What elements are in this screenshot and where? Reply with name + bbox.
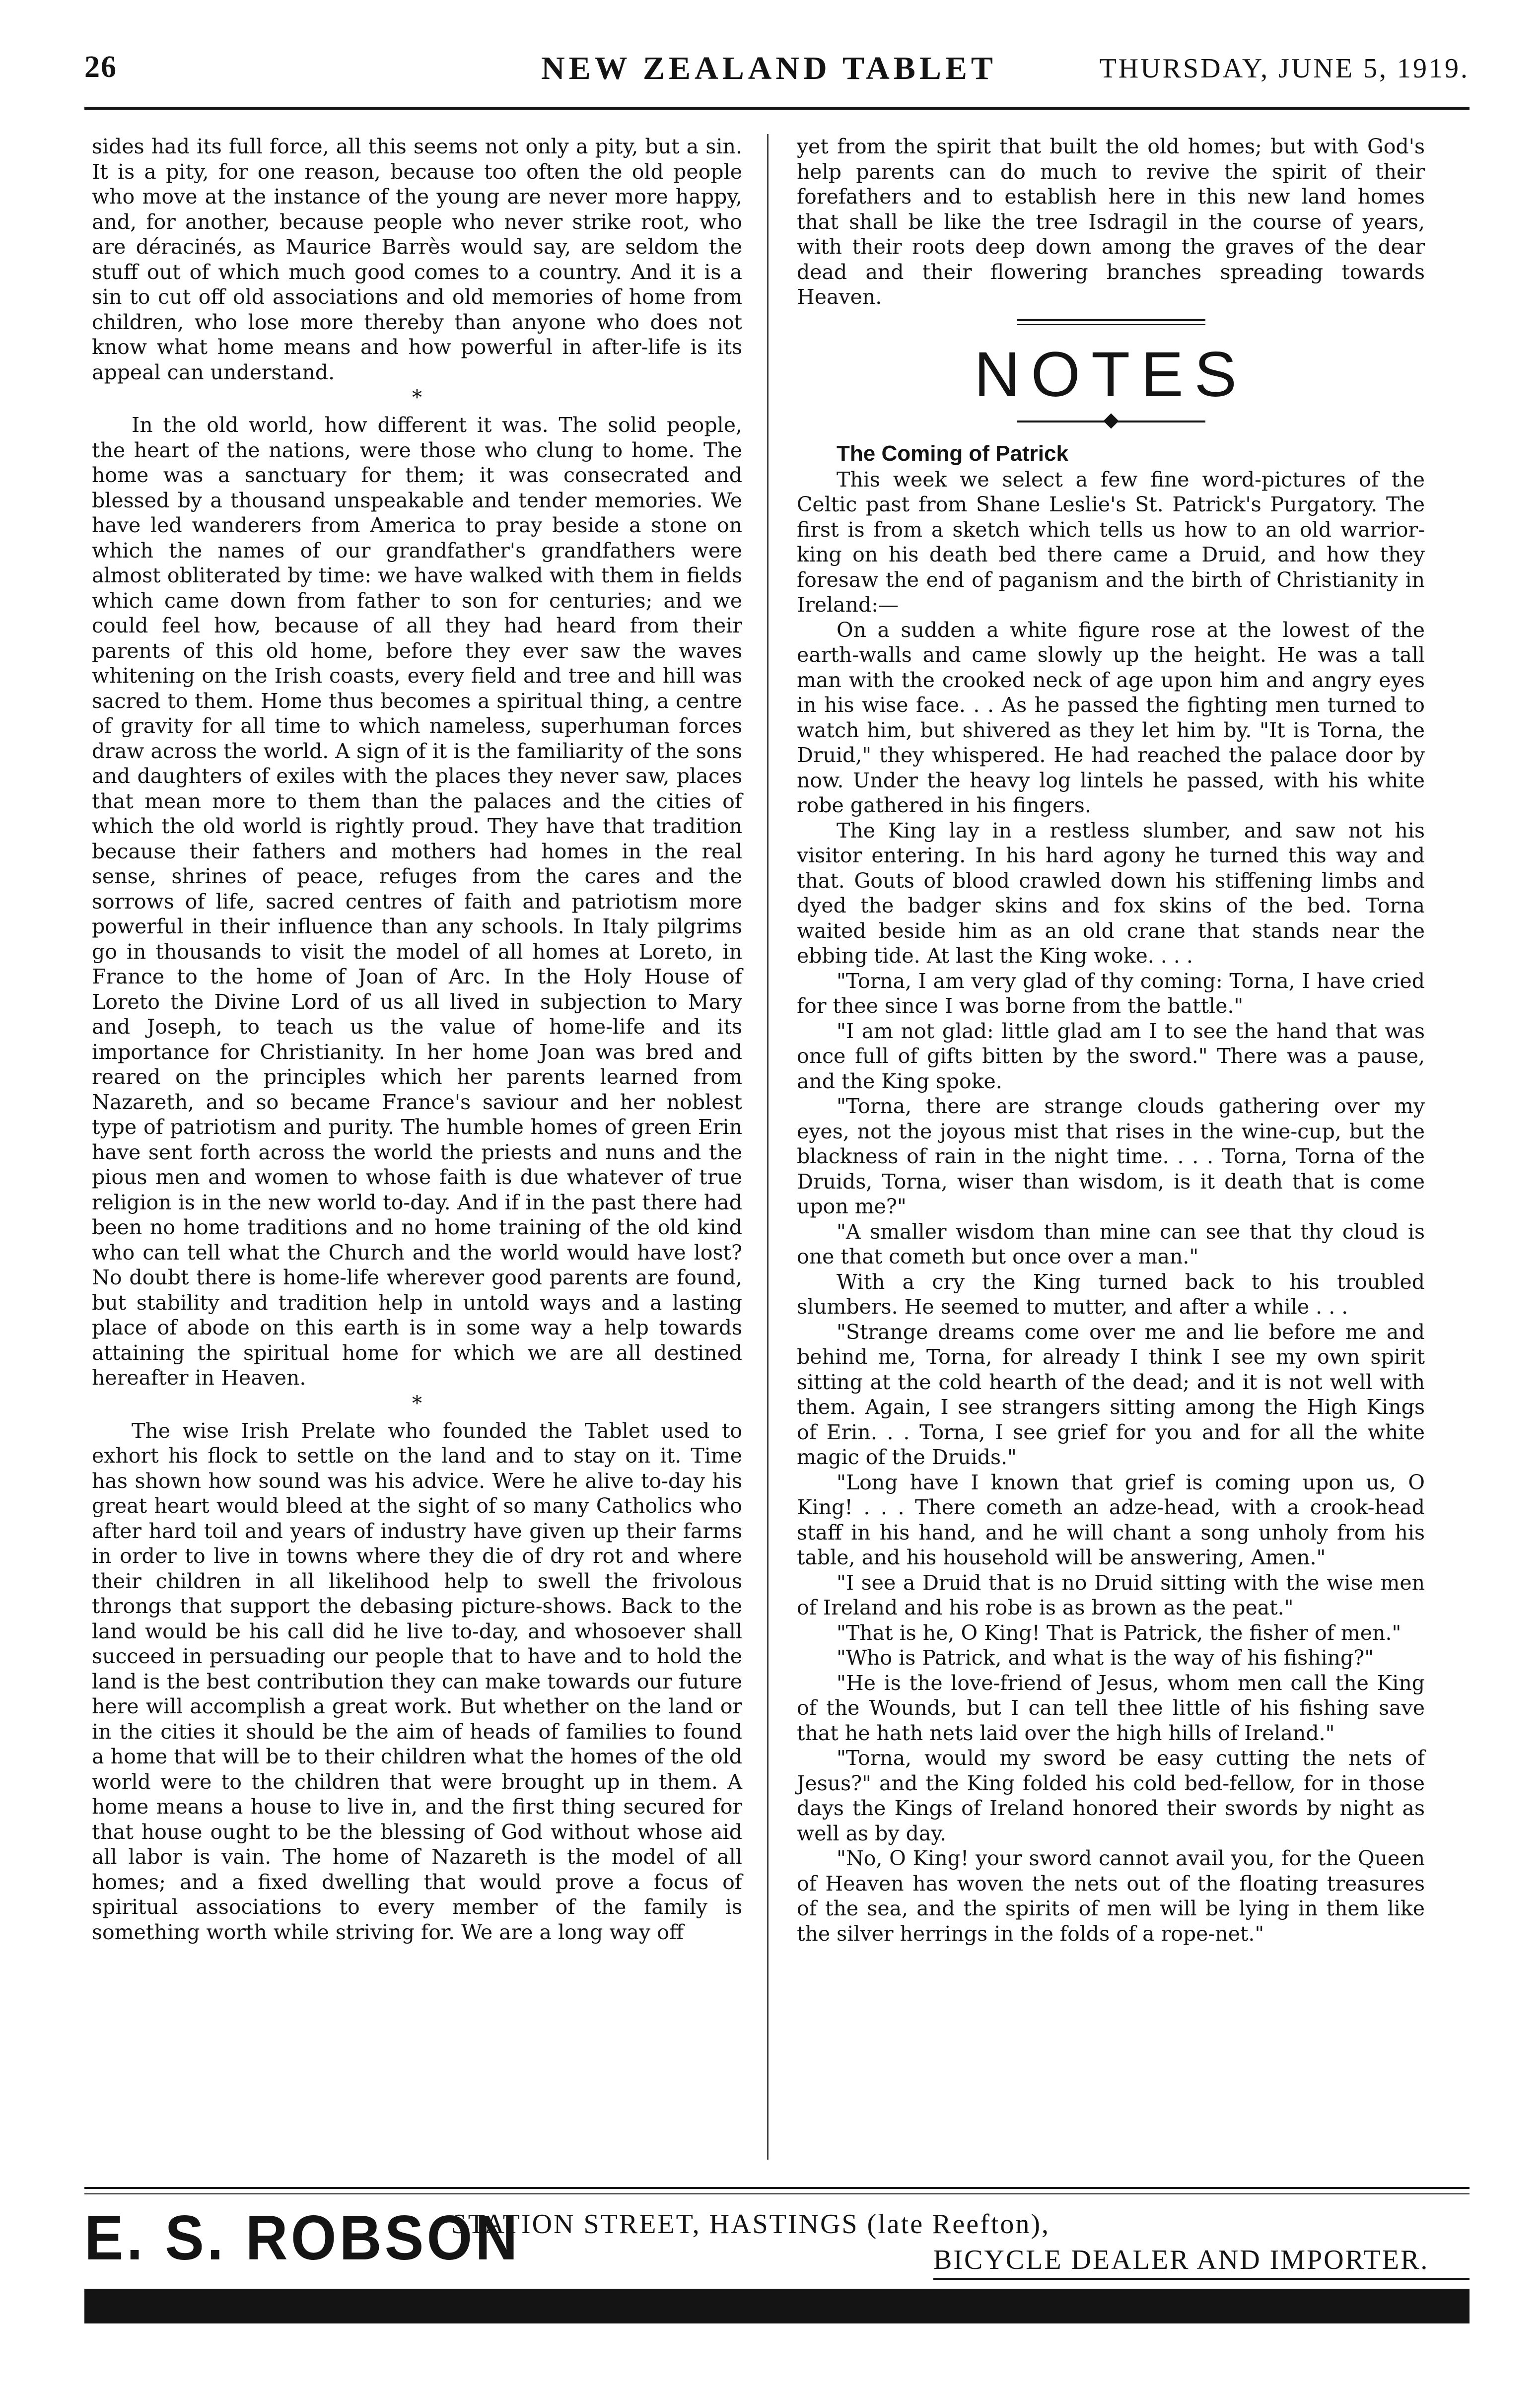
header-rule: [84, 107, 1470, 110]
left-paragraph-3: The wise Irish Prelate who founded the Tablet used to exhort his flock to settle on the land and to stay on it. Time has shown how sound was his advice. Were he alive to-day his great heart would bleed at the sight of so many Catholics who after hard toil and years of industry have given up their farms in order to live in towns where they die of dry rot and where their children in all likelihood help to swell the frivolous throngs that support the debasing picture-shows. Back to the land would be his call did he live to-day, and whosoever shall succeed in persuading our people that to have and to hold the land is the best contribution they can make towards our future here will accomplish a great work. But whether on the land or in the cities it should be the aim of heads of families to found a home that will be to their children what the homes of the old world were to the children that were brought up in them. A home means a house to live in, and the first thing secured for that house ought to be the blessing of God without whose aid all labor is vain. The home of Nazareth is the model of all homes; and a fixed dwelling that would prove a focus of spiritual associations to every member of the family is something worth while striving for. We are a long way off: [92, 1418, 742, 1944]
ad-bottom-band: [84, 2289, 1470, 2323]
notes-paragraph: "Who is Patrick, and what is the way of his fishing?": [837, 1646, 1374, 1670]
diamond-ornament-icon: [1103, 413, 1119, 428]
notes-paragraph: "Strange dreams come over me and lie before me and behind me, Torna, for already I think I see my own spirit sitting at the cold hearth of the dead; and it is not well with them. Again, I see strangers sitting among the High Kings of Erin. . . Torna, I see grief for you and for all the white magic of the Druids.": [797, 1320, 1425, 1469]
left-paragraph-1: sides had its full force, all this seems not only a pity, but a sin. It is a pity, for one reason, because too often the old people who move at the instance of the young are never more happy, and, for another, because people who never strike root, who are déracinés, as Maurice Barrès would say, are seldom the stuff out of which much good comes to a country. And it is a sin to cut off old associations and old memories of home from children, who lose more thereby than anyone who does not know what home means and how powerful in after-life is its appeal can understand.: [92, 135, 742, 384]
article-subheading: The Coming of Patrick: [837, 441, 1068, 466]
footer-rule-thin: [84, 2193, 1470, 2194]
left-column: [92, 134, 742, 1945]
masthead-title: NEW ZEALAND TABLET: [541, 50, 997, 86]
page-header: [84, 50, 1470, 104]
notes-paragraph: With a cry the King turned back to his troubled slumbers. He seemed to mutter, and after a while . . .: [797, 1269, 1425, 1319]
issue-date: THURSDAY, JUNE 5, 1919.: [1099, 53, 1470, 84]
notes-paragraph: "Torna, there are strange clouds gathering over my eyes, not the joyous mist that rises in the wine-cup, but the blackness of rain in the night time. . . . Torna, Torna of the Druids, Torna, wiser than wisdom, is it death that is come upon me?": [797, 1094, 1425, 1218]
ad-underline: [933, 2278, 1470, 2280]
ad-brand: E. S. ROBSON: [84, 2202, 521, 2274]
notes-heading: NOTES: [974, 339, 1248, 410]
right-paragraph-1: yet from the spirit that built the old homes; but with God's help parents can do much to revive the spirit of their forefathers and to establish here in this new land homes that shall be like the tree Isdragil in the course of years, with their roots deep down among the graves of the dear dead and their flowering branches spreading towards Heaven.: [797, 135, 1425, 309]
diamond-rule: [1017, 412, 1205, 431]
notes-paragraph: "Torna, I am very glad of thy coming: Torna, I have cried for thee since I was borne from the battle.": [797, 969, 1425, 1018]
ad-address: · STATION STREET, HASTINGS (late Reefton),: [432, 2209, 1050, 2240]
ad-tagline: BICYCLE DEALER AND IMPORTER.: [933, 2245, 1429, 2275]
left-paragraph-2: In the old world, how different it was. The solid people, the heart of the nations, were those who clung to home. The home was a sanctuary for them; it was consecrated and blessed by a thousand unspeakable and tender memories. We have led wanderers from America to pray beside a stone on which the names of our grandfather's grandfathers were almost obliterated by time: we have walked with them in fields which came down from father to son for centuries; and we could feel how, because of all they had heard from their parents of this old home, before they ever saw the waves whitening on the Irish coasts, every field and tree and hill was sacred to them. Home thus becomes a spiritual thing, a centre of gravity for all time to which nameless, superhuman forces draw across the world. A sign of it is the familiarity of the sons and daughters of exiles with the places they never saw, places that mean more to them than the palaces and the cities of which the old world is rightly proud. They have that tradition because their fathers and mothers had homes in the real sense, shrines of peace, refuges from the cares and the sorrows of life, sacred centres of faith and patriotism more powerful in their influence than any schools. In Italy pilgrims go in thousands to visit the model of all homes at Loreto, in France to the home of Joan of Arc. In the Holy House of Loreto the Divine Lord of us all lived in subjection to Mary and Joseph, to teach us the value of home-life and its importance for Christianity. In her home Joan was bred and reared on the principles which her parents learned from Nazareth, and so became France's saviour and her noblest type of patriotism and purity. The humble homes of green Erin have sent forth across the world the priests and nuns and the pious men and women to whose faith is due whatever of true religion is in the new world to-day. And if in the past there had been no home traditions and no home training of the old kind who can tell what the Church and the world would have lost? No doubt there is home-life wherever good parents are found, but stability and tradition help in untold ways and a lasting place of abode on this earth is in some way a help towards attaining the spiritual home for which we are all destined hereafter in Heaven.: [92, 413, 742, 1390]
footer-rule: [84, 2187, 1470, 2189]
section-separator: *: [412, 1392, 422, 1415]
page-number: 26: [84, 50, 117, 84]
notes-paragraph: "He is the love-friend of Jesus, whom men call the King of the Wounds, but I can tell thee little of his fishing save that he hath nets laid over the high hills of Ireland.": [797, 1671, 1425, 1745]
notes-paragraph: "I am not glad: little glad am I to see the hand that was once full of gifts bitten by the sword." There was a pause, and the King spoke.: [797, 1019, 1425, 1093]
notes-paragraph: "No, O King! your sword cannot avail you, for the Queen of Heaven has woven the nets out of the floating treasures of the sea, and the spirits of men will be lying in them like the silver herrings in the folds of a rope-net.": [797, 1846, 1425, 1946]
section-separator: *: [412, 386, 422, 409]
notes-paragraph: On a sudden a white figure rose at the lowest of the earth-walls and came slowly up the height. He was a tall man with the crooked neck of age upon him and angry eyes in his wise face. . . As he passed the fighting men turned to watch him, but shivered as they let him by. "It is Torna, the Druid," they whispered. He had reached the palace door by now. Under the heavy log lintels he passed, with his white robe gathered in his fingers.: [797, 618, 1425, 817]
section-rule: [1017, 319, 1205, 325]
notes-paragraph: "I see a Druid that is no Druid sitting with the wise men of Ireland and his robe is as brown as the peat.": [797, 1570, 1425, 1619]
notes-paragraph: This week we select a few fine word-pictures of the Celtic past from Shane Leslie's St. Patrick's Purgatory. The first is from a sketch which tells us how to an old warrior-king on his death bed there came a Druid, and how they foresaw the end of paganism and the birth of Christianity in Ireland:—: [797, 467, 1425, 617]
notes-paragraph: "Long have I known that grief is coming upon us, O King! . . . There cometh an adze-head, with a crook-head staff in his hand, and he will chant a song unholy from his table, and his household will be answering, Amen.": [797, 1470, 1425, 1569]
notes-paragraph: The King lay in a restless slumber, and saw not his visitor entering. In his hard agony he turned this way and that. Gouts of blood crawled down his stiffening limbs and dyed the badger skins and fox skins of the bed. Torna waited beside him as an old crane that stands near the ebbing tide. At last the King woke. . . .: [797, 818, 1425, 968]
right-column: [797, 134, 1425, 1946]
notes-paragraph: "That is he, O King! That is Patrick, the fisher of men.": [837, 1620, 1401, 1645]
notes-paragraph: "A smaller wisdom than mine can see that thy cloud is one that cometh but once over a man.": [797, 1219, 1425, 1268]
column-divider: [767, 134, 769, 2160]
advertisement: [84, 2204, 1470, 2353]
notes-paragraph: "Torna, would my sword be easy cutting the nets of Jesus?" and the King folded his cold bed-fellow, for in those days the Kings of Ireland honored their swords by night as well as by day.: [797, 1746, 1425, 1845]
